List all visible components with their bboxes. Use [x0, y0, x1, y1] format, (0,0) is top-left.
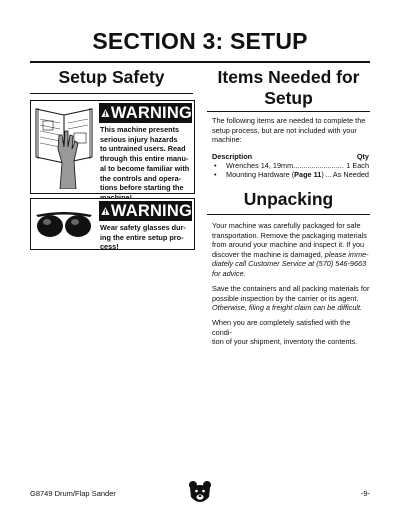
paragraph-italic-line: diately call Customer Service at (570) 546-9663 [212, 259, 367, 269]
warning-banner-2 [99, 201, 192, 221]
item-bullet: • [214, 170, 217, 179]
warning-2-line: Wear safety glasses dur- [100, 223, 186, 232]
items-heading-line: Items Needed for [217, 67, 360, 87]
item-text: ) ... [321, 170, 332, 179]
paragraph-line: from around your machine and inspect it. If you [212, 240, 365, 250]
intro-line: setup process, but are not included with your [212, 125, 357, 135]
warning-1-line: through this entire manu- [100, 154, 189, 164]
warning-1-line: tions before starting the [100, 183, 184, 193]
item-mounting-hardware [226, 170, 332, 180]
intro-line: The following items are needed to complete the [212, 116, 366, 125]
page-title: SECTION 3: SETUP [92, 28, 308, 54]
footer-model: G8749 Drum/Flap Sander [30, 489, 116, 498]
item-wrenches: Wrenches 14, 19mm......................... [226, 161, 344, 170]
page-reference: Page 11 [294, 170, 322, 179]
unpacking-heading-rule [207, 214, 370, 215]
warning-1-line: al to become familiar with [100, 163, 190, 173]
intro-line: machine: [212, 135, 242, 145]
paragraph-line: discover the machine is damaged, [212, 249, 325, 259]
description-column-header: Description [212, 152, 253, 161]
reading-manual-illustration [34, 105, 96, 189]
warning-1-line: to untrained users. Read [100, 144, 186, 154]
paragraph-line: Your machine was carefully packaged for safe [212, 221, 361, 230]
warning-triangle-icon [101, 106, 110, 120]
left-heading-rule [30, 93, 193, 94]
unpacking-heading: Unpacking [243, 189, 334, 209]
safety-glasses-icon [34, 207, 94, 241]
item-wrenches-qty: 1 Each [346, 161, 369, 170]
paragraph-italic-line: Otherwise, filing a freight claim can be difficult. [212, 303, 363, 313]
unpacking-paragraph-1 [212, 221, 370, 279]
warning-2-text [100, 223, 192, 252]
warning-2-line: cess! [100, 242, 119, 252]
warning-banner-1-text: WARNING [110, 104, 192, 122]
items-needed-heading [207, 67, 370, 109]
warning-1-line: the controls and opera- [100, 173, 182, 183]
item-bullet: • [214, 161, 217, 170]
page-number: -9- [360, 489, 370, 498]
title-divider [30, 61, 370, 63]
paragraph-italic-line: for advice. [212, 268, 246, 278]
paragraph-line: Save the containers and all packing materials for [212, 284, 370, 293]
warning-triangle-icon [101, 204, 110, 218]
unpacking-paragraph-3 [212, 318, 370, 347]
warning-2-line: ing the entire setup pro- [100, 232, 184, 242]
qty-column-header: Qty [356, 152, 369, 161]
warning-1-line: This machine presents [100, 125, 180, 134]
warning-box-manual [30, 100, 195, 194]
warning-box-glasses [30, 198, 195, 250]
items-intro-paragraph [212, 116, 370, 145]
warning-1-line: serious injury hazards [100, 134, 178, 144]
paragraph-line: possible inspection by the carrier or its agent. [212, 293, 359, 303]
item-mounting-qty: As Needed [332, 170, 369, 179]
unpacking-paragraph-2 [212, 284, 370, 313]
warning-1-text [100, 125, 192, 203]
items-heading-line: Setup [264, 88, 313, 108]
paragraph-line: transportation. Remove the packaging materials [212, 230, 367, 240]
paragraph-line: When you are completely satisfied with the condi- [212, 318, 351, 337]
setup-safety-heading: Setup Safety [58, 67, 165, 87]
paragraph-italic: please imme- [324, 249, 369, 259]
paragraph-line: tion of your shipment, inventory the contents. [212, 337, 358, 347]
warning-banner-1 [99, 103, 192, 123]
bear-head-logo-icon [188, 480, 212, 506]
right-heading-rule [207, 111, 370, 112]
warning-banner-2-text: WARNING [110, 202, 192, 220]
item-text: Mounting Hardware ( [226, 170, 295, 179]
